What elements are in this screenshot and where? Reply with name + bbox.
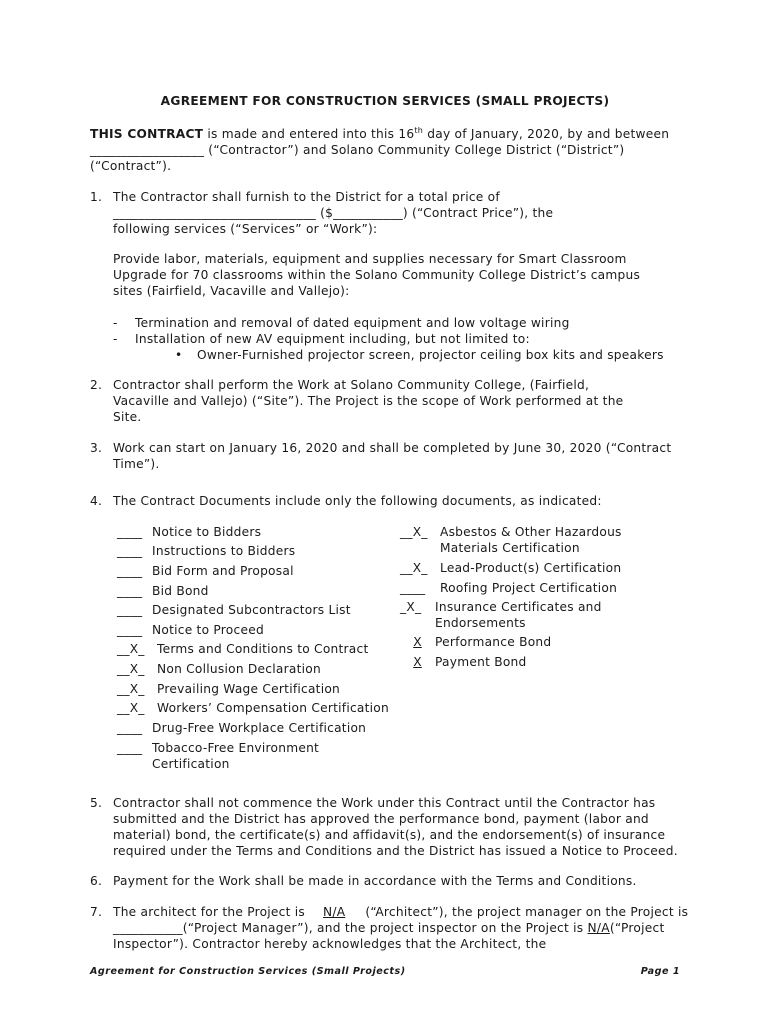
clause-4 xyxy=(90,493,690,509)
document-row: ____ Tobacco-Free Environment Certification xyxy=(117,741,320,771)
document-row: __X_ Non Collusion Declaration xyxy=(117,662,321,676)
architect-value: N/A xyxy=(323,905,346,919)
clause-2 xyxy=(90,377,645,425)
document-row: ____ Roofing Project Certification xyxy=(400,581,618,595)
document-row: X Performance Bond xyxy=(413,635,552,649)
list-item: • Owner-Furnished projector screen, projector ceiling box kits and speakers xyxy=(175,348,664,362)
clause-number: 4. xyxy=(90,494,103,508)
clause-number: 5. xyxy=(90,796,103,810)
page-number: Page 1 xyxy=(640,966,680,977)
clause-1 xyxy=(90,189,690,237)
clause-5-text: Contractor shall not commence the Work under this Contract until the Contractor has submitted and the District has approved the performance bond, payment (labor and material) bond, the certificate(s) and affidavit(s), and the endorsement(s) of insurance required under the Terms and Conditions and the District has issued a Notice to Proceed. xyxy=(113,796,678,858)
clause-number: 2. xyxy=(90,378,103,392)
clause-3-text: Work can start on January 16, 2020 and shall be completed by June 30, 2020 (“Contract Time”). xyxy=(113,441,672,471)
document-row: __X_ Asbestos & Other Hazardous Materials Certification xyxy=(400,525,622,555)
clause-1-line-2: ________________________________ ($___________) (“Contract Price”), the xyxy=(113,206,554,220)
clause-2-text: Contractor shall perform the Work at Solano Community College, (Fairfield, Vacaville and Vallejo) (“Site”). The Project is the scope of Work performed at the Site. xyxy=(113,378,624,424)
clause-1-description xyxy=(90,251,650,299)
documents-list-right xyxy=(400,524,680,684)
work-description: Provide labor, materials, equipment and supplies necessary for Smart Classroom Upgrade for 70 classrooms within the Solano Community College District’s campus sites (Fairfield, Vacaville and Vallejo): xyxy=(113,252,641,298)
intro-text: is made and entered into this 16 xyxy=(203,127,415,141)
document-row: __X_ Workers’ Compensation Certification xyxy=(117,701,389,715)
clause-3 xyxy=(90,440,695,472)
clause-number: 7. xyxy=(90,905,103,919)
document-row: ____ Instructions to Bidders xyxy=(117,544,296,558)
document-row: _X_ Insurance Certificates and Endorsements xyxy=(400,600,602,630)
document-row: ____ Drug-Free Workplace Certification xyxy=(117,721,367,735)
intro-line-2: __________________ (“Contractor”) and Solano Community College District (“District”) xyxy=(90,143,625,157)
footer-title: Agreement for Construction Services (Small Projects) xyxy=(90,966,406,977)
clause-1-line-3: following services (“Services” or “Work”): xyxy=(113,222,378,236)
document-row: ____ Notice to Bidders xyxy=(117,525,262,539)
document-row: __X_ Prevailing Wage Certification xyxy=(117,682,341,696)
document-row: ____ Notice to Proceed xyxy=(117,623,264,637)
document-row: ____ Bid Form and Proposal xyxy=(117,564,294,578)
document-row: X Payment Bond xyxy=(413,655,527,669)
clause-1-scope-list xyxy=(90,315,690,363)
document-row: __X_ Lead-Product(s) Certification xyxy=(400,561,622,575)
intro-text-2: day of January, 2020, by and between xyxy=(423,127,670,141)
intro-paragraph xyxy=(90,126,690,174)
inspector-value: N/A xyxy=(587,921,610,935)
document-row: ____ Designated Subcontractors List xyxy=(117,603,351,617)
intro-lead: THIS CONTRACT xyxy=(90,127,204,141)
clause-4-text: The Contract Documents include only the following documents, as indicated: xyxy=(113,494,602,508)
clause-number: 6. xyxy=(90,874,103,888)
documents-list-left xyxy=(117,524,397,774)
document-row: ____ Bid Bond xyxy=(117,584,209,598)
clause-6 xyxy=(90,873,690,889)
clause-6-text: Payment for the Work shall be made in accordance with the Terms and Conditions. xyxy=(113,874,637,888)
page-footer xyxy=(90,966,680,977)
intro-line-3: (“Contract”). xyxy=(90,159,172,173)
list-item: - Termination and removal of dated equipment and low voltage wiring xyxy=(113,316,570,330)
clause-7-text: The architect for the Project is N/A (“Architect”), the project manager on the Project is ___________(“Project Manager”), and the project inspector on the Project is N/A(“Project Inspector”). Contractor hereby acknowledges that the Architect, the xyxy=(113,905,689,951)
document-row: __X_ Terms and Conditions to Contract xyxy=(117,642,369,656)
page-title: AGREEMENT FOR CONSTRUCTION SERVICES (SMALL PROJECTS) xyxy=(160,94,610,108)
clause-number: 1. xyxy=(90,190,103,204)
clause-5 xyxy=(90,795,690,859)
clause-7 xyxy=(90,904,690,952)
clause-1-line-1: The Contractor shall furnish to the District for a total price of xyxy=(113,190,500,204)
list-item: - Installation of new AV equipment including, but not limited to: xyxy=(113,332,530,346)
intro-sup: th xyxy=(414,125,424,135)
clause-number: 3. xyxy=(90,441,103,455)
